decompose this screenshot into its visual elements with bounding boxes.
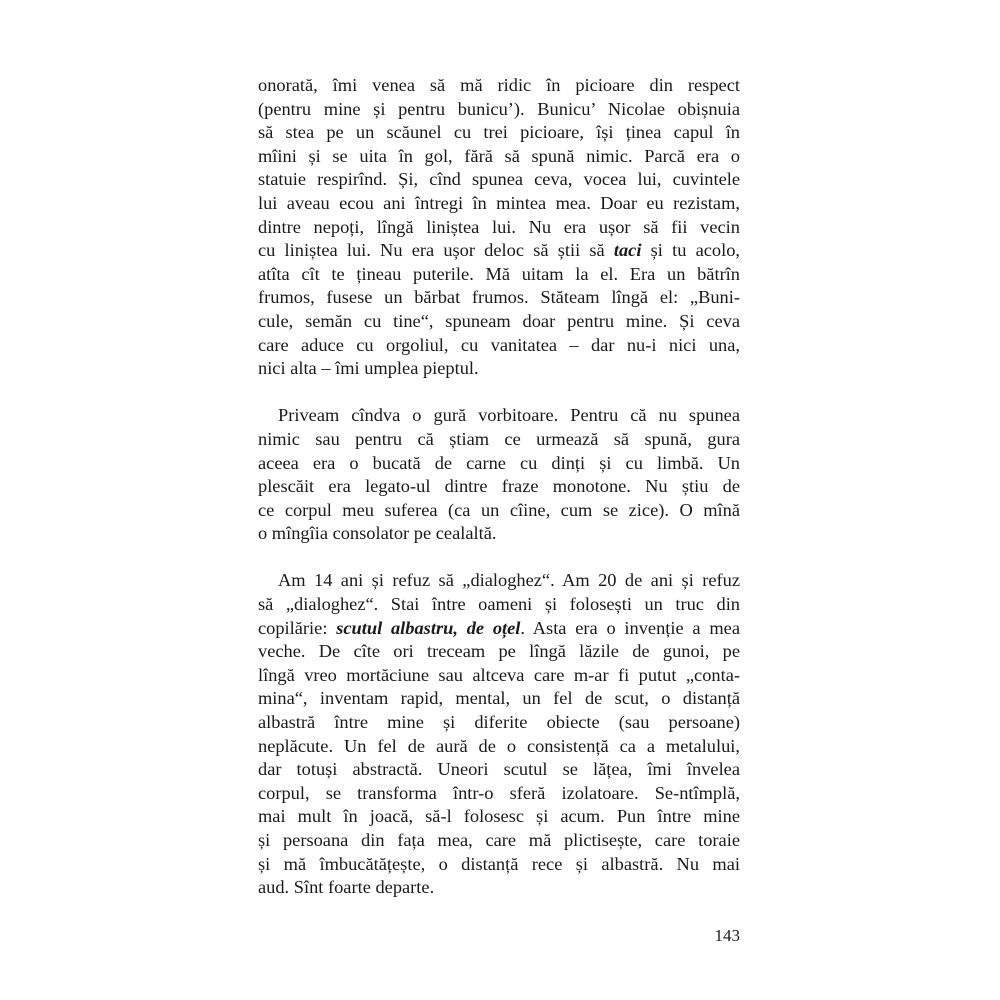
text-segment: copilărie:: [258, 617, 337, 638]
text-line: neplăcute. Un fel de aură de o consistență ca a metalului,: [258, 735, 740, 756]
emphasized-word: taci: [613, 240, 642, 261]
text-line: cule, semăn cu tine“, spuneam doar pentru mine. Și ceva: [258, 310, 740, 331]
text-line: statuie respirînd. Și, cînd spunea ceva, vocea lui, cuvintele: [258, 169, 740, 190]
paragraph-2: [258, 404, 740, 546]
text-line: mîini și se uita în gol, fără să spună nimic. Parcă era o: [258, 145, 740, 166]
text-line: albastră între mine și diferite obiecte (sau persoane): [258, 712, 740, 733]
text-line: să „dialoghez“. Stai între oameni și folosești un truc din: [258, 594, 740, 615]
emphasized-phrase: scutul albastru, de oțel: [336, 617, 521, 638]
text-line: o mîngîia consolator pe cealaltă.: [258, 523, 497, 544]
page-number: 143: [714, 926, 740, 945]
text-line: (pentru mine și pentru bunicu’). Bunicu’ Nicolae obișnuia: [258, 98, 740, 119]
text-line: aud. Sînt foarte departe.: [258, 877, 435, 898]
text-segment: cu liniștea lui. Nu era ușor deloc să știi să: [258, 240, 614, 261]
text-line: atîta cît te țineau puterile. Mă uitam la el. Era un bătrîn: [258, 263, 740, 284]
text-line: plescăit era legato-ul dintre fraze monotone. Nu știu de: [258, 476, 740, 497]
text-line: Am 14 ani și refuz să „dialoghez“. Am 20 de ani și refuz: [278, 570, 740, 591]
text-line: lui aveau ecou ani întregi în mintea mea. Doar eu rezistam,: [258, 192, 740, 213]
paragraph-1: [258, 74, 740, 381]
text-line: și mă îmbucătățește, o distanță rece și albastră. Nu mai: [258, 853, 740, 874]
text-line: Priveam cîndva o gură vorbitoare. Pentru că nu spunea: [278, 405, 740, 426]
body-text: [258, 74, 740, 900]
text-line: dar totuși abstractă. Uneori scutul se lățea, îmi învelea: [258, 759, 740, 780]
text-line: nici alta – îmi umplea pieptul.: [258, 358, 479, 379]
text-line: corpul, se transforma într-o sferă izolatoare. Se-ntîmplă,: [258, 782, 740, 803]
text-line: și persoana din fața mea, care mă plictisește, care toraie: [258, 830, 740, 850]
text-line: nimic sau pentru că știam ce urmează să spună, gura: [258, 428, 740, 449]
text-line: mai mult în joacă, să-l folosesc și acum. Pun între mine: [258, 806, 740, 827]
text-line: [258, 617, 740, 641]
text-line: ce corpul meu suferea (ca un cîine, cum se zice). O mînă: [258, 499, 740, 520]
text-line: dintre nepoți, lîngă liniștea lui. Nu era ușor să fii vecin: [258, 216, 740, 237]
text-line: care aduce cu orgoliul, cu vanitatea – dar nu-i nici una,: [258, 334, 740, 355]
text-line: mina“, inventam rapid, mental, un fel de scut, o distanță: [258, 688, 740, 709]
text-line: [258, 239, 740, 263]
text-line: onorată, îmi venea să mă ridic în picioare din respect: [258, 75, 740, 95]
text-line: frumos, fusese un bărbat frumos. Stăteam lîngă el: „Buni-: [258, 287, 740, 308]
text-segment: . Asta era o invenție a mea: [520, 617, 740, 638]
text-segment: și tu acolo,: [641, 240, 740, 261]
text-line: veche. De cîte ori treceam pe lîngă lăzile de gunoi, pe: [258, 641, 740, 662]
text-line: să stea pe un scăunel cu trei picioare, își ținea capul în: [258, 122, 740, 143]
paragraph-3: [258, 569, 740, 899]
text-line: lîngă vreo mortăciune sau altceva care m-ar fi putut „conta-: [258, 664, 740, 685]
text-line: aceea era o bucată de carne cu dinți și cu limbă. Un: [258, 452, 740, 473]
